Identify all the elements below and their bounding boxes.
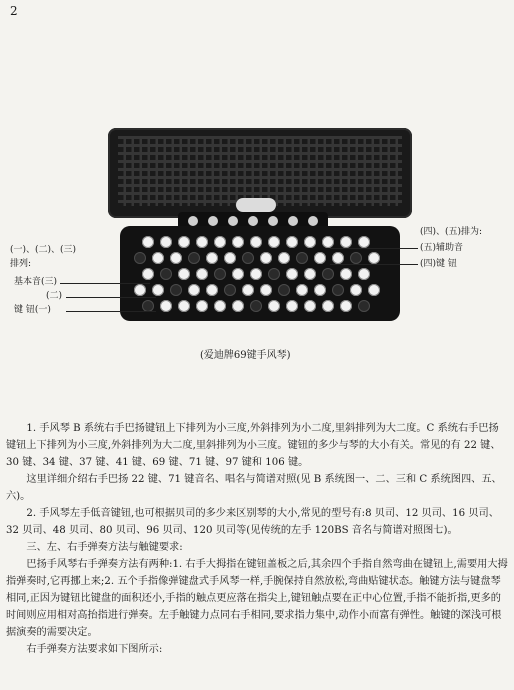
accordion-button <box>314 284 326 296</box>
leader-line <box>330 248 418 249</box>
accordion-button <box>332 284 344 296</box>
leader-line <box>60 283 150 284</box>
figure-caption: (爱迪牌69键手风琴) <box>200 350 291 361</box>
accordion-button <box>286 300 298 312</box>
paragraph: 巴扬手风琴右手弹奏方法有两种:1. 右手大拇指在键钮盖板之后,其余四个手指自然弯曲在键钮上,需要用大拇指弹奏时,它再挪上来;2. 五个手指像弹键盘式手风琴一样,手腕保持自然放松,弯曲贴键状态。触键方法与键盘琴相同,正因为键钮比键盘的面积还小,手指的触点更应落在指尖上,键钮触点要在正中心位置,手指不能折指,更多的时间则应用相对高抬指进行弹奏。左手触键力点同右手相同,要求指力集中,动作小而富有弹性。触键的深浅可根据演奏的需要决定。 <box>6 559 508 638</box>
register-switch <box>308 216 318 226</box>
accordion-image <box>100 108 420 323</box>
paragraph: 这里详细介绍右手巴扬 22 键、71 键音名、唱名与简谱对照(见 B 系统图一、二、三和 C 系统图四、五、六)。 <box>6 474 502 502</box>
accordion-button <box>160 268 172 280</box>
accordion-button <box>152 284 164 296</box>
accordion-button <box>178 268 190 280</box>
accordion-button <box>134 252 146 264</box>
right-label-header: (四)、(五)排为: <box>420 227 483 237</box>
accordion-button <box>296 252 308 264</box>
register-switch <box>268 216 278 226</box>
accordion-button <box>214 236 226 248</box>
accordion-button <box>196 268 208 280</box>
register-switch <box>208 216 218 226</box>
accordion-button <box>250 236 262 248</box>
accordion-button <box>278 252 290 264</box>
leader-line <box>66 297 156 298</box>
accordion-button <box>214 300 226 312</box>
accordion-button <box>134 284 146 296</box>
accordion-button <box>268 300 280 312</box>
left-label-basic-tone: 基本音(三) <box>14 277 58 287</box>
accordion-button <box>142 236 154 248</box>
accordion-button <box>368 252 380 264</box>
accordion-button <box>260 284 272 296</box>
right-label-buttons: (四)键 钮 <box>420 259 457 269</box>
accordion-button <box>250 268 262 280</box>
leader-line <box>330 264 418 265</box>
accordion-button <box>278 284 290 296</box>
accordion-button <box>152 252 164 264</box>
accordion-button <box>196 236 208 248</box>
accordion-button <box>358 268 370 280</box>
accordion-button <box>214 268 226 280</box>
accordion-button <box>350 252 362 264</box>
accordion-button <box>224 284 236 296</box>
paragraph: 1. 手风琴 B 系统右手巴扬键钮上下排列为小三度,外斜排列为小二度,里斜排列为大二度。C 系统右手巴扬键钮上下排列为小三度,外斜排列为大二度,里斜排列为小三度。键钮的多少与琴的大小有关。常见的有 22 键、30 键、34 键、37 键、41 键、69 键、71 键、97 键和 106 键。 <box>6 423 501 468</box>
brand-logo <box>236 198 276 212</box>
accordion-button <box>322 300 334 312</box>
accordion-button <box>358 236 370 248</box>
accordion-button <box>350 284 362 296</box>
accordion-button <box>268 268 280 280</box>
accordion-button <box>304 300 316 312</box>
paragraph: 右手弹奏方法要求如下图所示: <box>26 644 163 655</box>
register-switch <box>228 216 238 226</box>
accordion-button <box>286 236 298 248</box>
register-switch <box>248 216 258 226</box>
accordion-button <box>260 252 272 264</box>
accordion-button <box>206 284 218 296</box>
register-switch <box>288 216 298 226</box>
paragraph: 2. 手风琴左手低音键钮,也可根据贝司的多少来区别琴的大小,常见的型号有:8 贝司、12 贝司、16 贝司、32 贝司、48 贝司、80 贝司、96 贝司、120 贝司等(见传统的左手 120BS 音名与简谱对照图七)。 <box>6 508 499 536</box>
accordion-button <box>322 268 334 280</box>
right-label-auxiliary: (五)辅助音 <box>420 243 464 253</box>
accordion-button <box>170 252 182 264</box>
accordion-button <box>304 236 316 248</box>
accordion-button <box>196 300 208 312</box>
accordion-button <box>232 300 244 312</box>
left-label-row-1: (一)、(二)、(三) <box>10 245 77 255</box>
accordion-button <box>242 284 254 296</box>
accordion-button <box>368 284 380 296</box>
accordion-button <box>160 236 172 248</box>
accordion-button <box>142 268 154 280</box>
accordion-button <box>224 252 236 264</box>
register-switch <box>188 216 198 226</box>
accordion-button <box>322 236 334 248</box>
accordion-button <box>358 300 370 312</box>
accordion-button <box>268 236 280 248</box>
accordion-button <box>160 300 172 312</box>
page-number: 2 <box>10 4 18 18</box>
accordion-button <box>188 284 200 296</box>
accordion-button <box>250 300 262 312</box>
accordion-button <box>242 252 254 264</box>
left-label-row-2: 排列: <box>10 259 32 269</box>
accordion-button <box>178 236 190 248</box>
grille-pattern <box>118 136 402 206</box>
accordion-button <box>332 252 344 264</box>
accordion-button <box>232 268 244 280</box>
accordion-button <box>232 236 244 248</box>
accordion-button <box>340 268 352 280</box>
accordion-button <box>188 252 200 264</box>
button-keyboard <box>120 226 400 321</box>
left-label-row-two: (二) <box>46 291 63 301</box>
left-label-button-row-one: 键 钮(一) <box>14 305 51 315</box>
accordion-button <box>206 252 218 264</box>
accordion-button <box>340 236 352 248</box>
accordion-button <box>170 284 182 296</box>
accordion-button <box>286 268 298 280</box>
accordion-grille <box>108 128 412 218</box>
accordion-button <box>296 284 308 296</box>
text-body <box>6 420 508 658</box>
accordion-button <box>314 252 326 264</box>
leader-line <box>66 311 156 312</box>
accordion-button <box>304 268 316 280</box>
accordion-button <box>340 300 352 312</box>
section-heading: 三、左、右手弹奏方法与触键要求: <box>26 542 183 553</box>
accordion-button <box>178 300 190 312</box>
